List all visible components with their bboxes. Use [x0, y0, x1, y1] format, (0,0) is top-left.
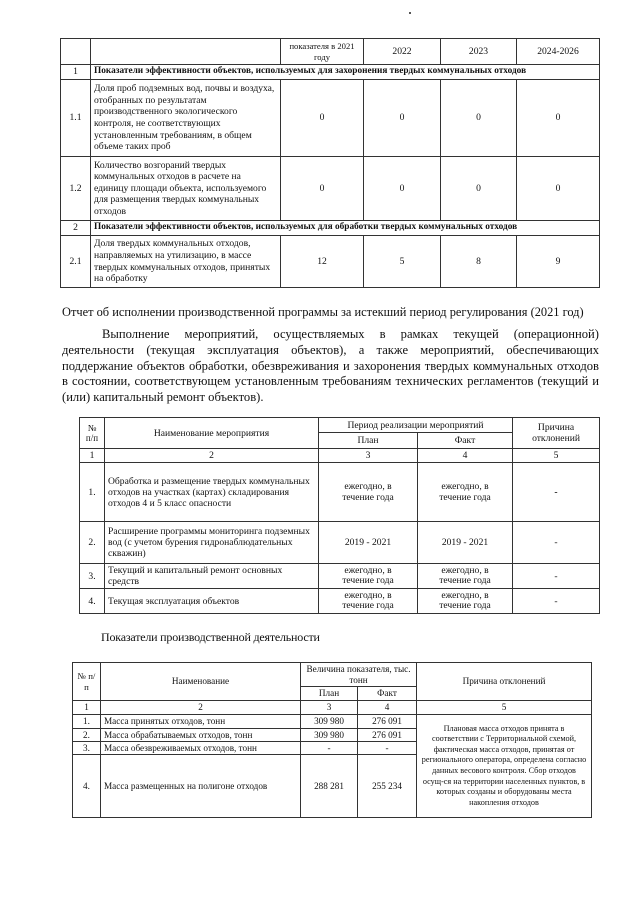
header-num — [61, 39, 91, 65]
cell-2022: 0 — [364, 157, 441, 221]
cell-plan: ежегодно, в течение года — [319, 564, 418, 589]
cell-fact: 276 091 — [358, 715, 417, 729]
row-name: Количество возгораний твердых коммунальных отходов в расчете на единицу площади объекта, используемого для размещения твердых коммунальных отходов — [91, 157, 281, 221]
cell-plan: ежегодно, в течение года — [319, 463, 418, 522]
cell-fact: - — [358, 742, 417, 755]
header-name — [91, 39, 281, 65]
cell-2023: 8 — [441, 236, 517, 288]
row-name: Доля твердых коммунальных отходов, направляемых на утилизацию, в массе твердых коммунальных отходов, принятых на обработку — [91, 236, 281, 288]
table-row — [80, 589, 600, 614]
table-row — [61, 80, 600, 157]
col-number: 2 — [101, 701, 301, 715]
table-row — [73, 715, 592, 729]
cell-fact: ежегодно, в течение года — [418, 589, 513, 614]
cell-plan: 2019 - 2021 — [319, 522, 418, 564]
cell-plan: 309 980 — [301, 715, 358, 729]
header-2024-2026: 2024-2026 — [517, 39, 600, 65]
cell-2024-2026: 9 — [517, 236, 600, 288]
cell-fact: ежегодно, в течение года — [418, 564, 513, 589]
cell-base: 0 — [281, 80, 364, 157]
cell-2022: 5 — [364, 236, 441, 288]
header-plan: План — [319, 433, 418, 449]
header-fact: Факт — [358, 687, 417, 701]
header-2022: 2022 — [364, 39, 441, 65]
row-num: 1.1 — [61, 80, 91, 157]
indicators-table — [60, 38, 600, 288]
header-base-value: показателя в 2021 году — [281, 39, 364, 65]
measures-table — [79, 417, 600, 614]
row-num: 1. — [80, 463, 105, 522]
indicators-header-row — [61, 39, 600, 65]
cell-fact: ежегодно, в течение года — [418, 463, 513, 522]
table-row — [61, 236, 600, 288]
row-name: Масса обрабатываемых отходов, тонн — [101, 729, 301, 742]
table-row — [80, 522, 600, 564]
cell-plan: ежегодно, в течение года — [319, 589, 418, 614]
row-num: 2. — [80, 522, 105, 564]
row-name: Текущий и капитальный ремонт основных средств — [105, 564, 319, 589]
cell-plan: 309 980 — [301, 729, 358, 742]
col-number: 4 — [418, 449, 513, 463]
header-plan: План — [301, 687, 358, 701]
cell-2023: 0 — [441, 157, 517, 221]
header-name: Наименование — [101, 663, 301, 701]
cell-2023: 0 — [441, 80, 517, 157]
cell-fact: 255 234 — [358, 755, 417, 818]
table-row — [80, 564, 600, 589]
col-number: 2 — [105, 449, 319, 463]
header-num: № п/п — [73, 663, 101, 701]
header-2023: 2023 — [441, 39, 517, 65]
production-heading: Показатели производственной деятельности — [101, 630, 320, 644]
section-row-2 — [61, 221, 600, 236]
column-number-row — [73, 701, 592, 715]
cell-2022: 0 — [364, 80, 441, 157]
section-num: 1 — [61, 65, 91, 80]
column-number-row — [80, 449, 600, 463]
row-num: 1. — [73, 715, 101, 729]
row-name: Масса принятых отходов, тонн — [101, 715, 301, 729]
production-header-row — [73, 663, 592, 687]
col-number: 3 — [319, 449, 418, 463]
section-title: Показатели эффективности объектов, используемых для захоронения твердых коммунальных отходов — [91, 65, 600, 80]
report-heading: Отчет об исполнении производственной программы за истекший период регулирования (2021 год) — [62, 305, 584, 319]
header-reason: Причина отклонений — [417, 663, 592, 701]
header-num: № п/п — [80, 418, 105, 449]
header-name: Наименование мероприятия — [105, 418, 319, 449]
table-row — [61, 157, 600, 221]
row-num: 4. — [73, 755, 101, 818]
col-number: 4 — [358, 701, 417, 715]
col-number: 1 — [73, 701, 101, 715]
row-num: 3. — [80, 564, 105, 589]
col-number: 1 — [80, 449, 105, 463]
production-table — [72, 662, 592, 818]
header-fact: Факт — [418, 433, 513, 449]
table-row — [80, 463, 600, 522]
col-number: 5 — [513, 449, 600, 463]
row-num: 2.1 — [61, 236, 91, 288]
measures-header-row — [80, 418, 600, 433]
cell-base: 0 — [281, 157, 364, 221]
cell-fact: 2019 - 2021 — [418, 522, 513, 564]
row-num: 1.2 — [61, 157, 91, 221]
cell-reason: - — [513, 564, 600, 589]
col-number: 5 — [417, 701, 592, 715]
row-name: Обработка и размещение твердых коммунальных отходов на участках (картах) складирования отходов 4 и 5 класс опасности — [105, 463, 319, 522]
cell-base: 12 — [281, 236, 364, 288]
row-name: Расширение программы мониторинга подземных вод (с учетом бурения гидронаблюдательных скважин) — [105, 522, 319, 564]
cell-fact: 276 091 — [358, 729, 417, 742]
row-name: Доля проб подземных вод, почвы и воздуха, отобранных по результатам производственного экологического контроля, не соответствующих установленным требованиям, в общем объеме таких проб — [91, 80, 281, 157]
row-name: Масса размещенных на полигоне отходов — [101, 755, 301, 818]
header-period: Период реализации мероприятий — [319, 418, 513, 433]
col-number: 3 — [301, 701, 358, 715]
section-title: Показатели эффективности объектов, используемых для обработки твердых коммунальных отходов — [91, 221, 600, 236]
cell-reason: - — [513, 589, 600, 614]
row-num: 4. — [80, 589, 105, 614]
scan-artifact-dot — [409, 12, 411, 14]
cell-plan: - — [301, 742, 358, 755]
row-num: 3. — [73, 742, 101, 755]
row-num: 2. — [73, 729, 101, 742]
cell-reason: Плановая масса отходов принята в соответствии с Территориальной схемой, фактическая масса отходов, принятая от регионального оператора, определена согласно данных весового контроля. Сбор отходов осущ-ся на территории населенных пунктов, в которых созданы и оборудованы места накопления отходов — [417, 715, 592, 818]
cell-2024-2026: 0 — [517, 157, 600, 221]
section-row-1 — [61, 65, 600, 80]
header-value: Величина показателя, тыс. тонн — [301, 663, 417, 687]
row-name: Масса обезвреживаемых отходов, тонн — [101, 742, 301, 755]
header-reason: Причина отклонений — [513, 418, 600, 449]
row-name: Текущая эксплуатация объектов — [105, 589, 319, 614]
report-paragraph: Выполнение мероприятий, осуществляемых в рамках текущей (операционной) деятельности (текущая эксплуатация объектов), а также мероприятий, обеспечивающих поддержание объектов обработки, обезвреживания и захоронения твердых коммунальных отходов в состоянии, соответствующем установленным требованиям технических регламентов (текущий и (или) капитальный ремонт объектов). — [62, 327, 599, 405]
cell-reason: - — [513, 463, 600, 522]
cell-2024-2026: 0 — [517, 80, 600, 157]
cell-plan: 288 281 — [301, 755, 358, 818]
section-num: 2 — [61, 221, 91, 236]
cell-reason: - — [513, 522, 600, 564]
